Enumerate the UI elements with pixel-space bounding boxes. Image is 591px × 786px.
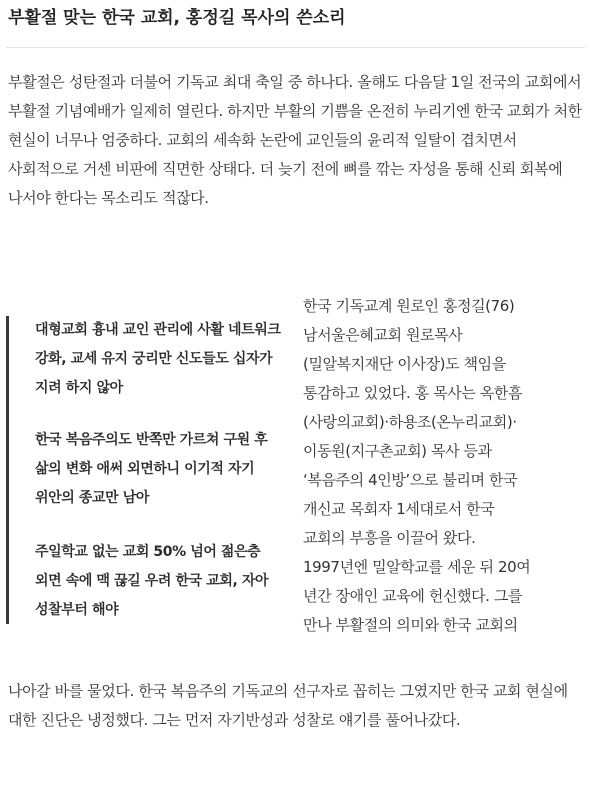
- column-line: 년간 장애인 교육에 헌신했다. 그를: [303, 587, 523, 605]
- column-line: (사랑의교회)·하용조(온누리교회)·: [303, 413, 517, 431]
- lead-paragraph: 부활절은 성탄절과 더불어 기독교 최대 축일 중 하나다. 올해도 다음달 1일 전국의 교회에서 부활절 기념예배가 일제히 열린다. 하지만 부활의 기쁨을 온전히 누리기엔 한국 교회가 처한 현실이 너무나 엄중하다. 교회의 세속화 논란에 교인들의 윤리적 일탈이 겹치면서 사회적으로 거센 비판에 직면한 상태다. 더 늦기 전에 뼈를 깎는 자성을 통해 신뢰 회복에 나서야 한다는 목소리도 적잖다.: [8, 73, 582, 207]
- column-line: 한국 기독교계 원로인 홍정길(76): [303, 297, 515, 315]
- column-line: 남서울은혜교회 원로목사: [303, 326, 463, 344]
- column-line: (밀알복지재단 이사장)도 책임을: [303, 355, 506, 373]
- column-line: 개신교 목회자 1세대로서 한국: [303, 500, 495, 518]
- article-headline: 부활절 맞는 한국 교회, 홍정길 목사의 쓴소리: [8, 8, 346, 28]
- column-line: 통감하고 있었다. 홍 목사는 옥한흠: [303, 384, 523, 402]
- column-line: 만나 부활절의 의미와 한국 교회의: [303, 616, 518, 634]
- sidebar-headline-3: 주일학교 없는 교회 50% 넘어 젊은층 외면 속에 맥 끊길 우려 한국 교회, 자아 성찰부터 해야: [35, 544, 269, 618]
- column-line: 이동원(지구촌교회) 목사 등과: [303, 442, 492, 460]
- sidebar-headline-2: 한국 복음주의도 반쪽만 가르쳐 구원 후 삶의 변화 애써 외면하니 이기적 자기 위안의 종교만 남아: [35, 432, 268, 506]
- headline-divider: [6, 47, 585, 48]
- column-line: 교회의 부흥을 이끌어 왔다.: [303, 529, 476, 547]
- continuation-paragraph: 나아갈 바를 물었다. 한국 복음주의 기독교의 선구자로 꼽히는 그였지만 한국 교회 현실에 대한 진단은 냉정했다. 그는 먼저 자기반성과 성찰로 얘기를 풀어나갔다.: [8, 682, 568, 729]
- sidebar-summary-box: [6, 316, 286, 624]
- sidebar-headline-1: 대형교회 흉내 교인 관리에 사활 네트워크 강화, 교세 유지 궁리만 신도들도 십자가 지려 하지 않아: [35, 322, 281, 396]
- column-paragraph: [303, 292, 585, 640]
- column-line: 1997년엔 밀알학교를 세운 뒤 20여: [303, 558, 531, 576]
- column-line: ‘복음주의 4인방’으로 불리며 한국: [303, 471, 518, 489]
